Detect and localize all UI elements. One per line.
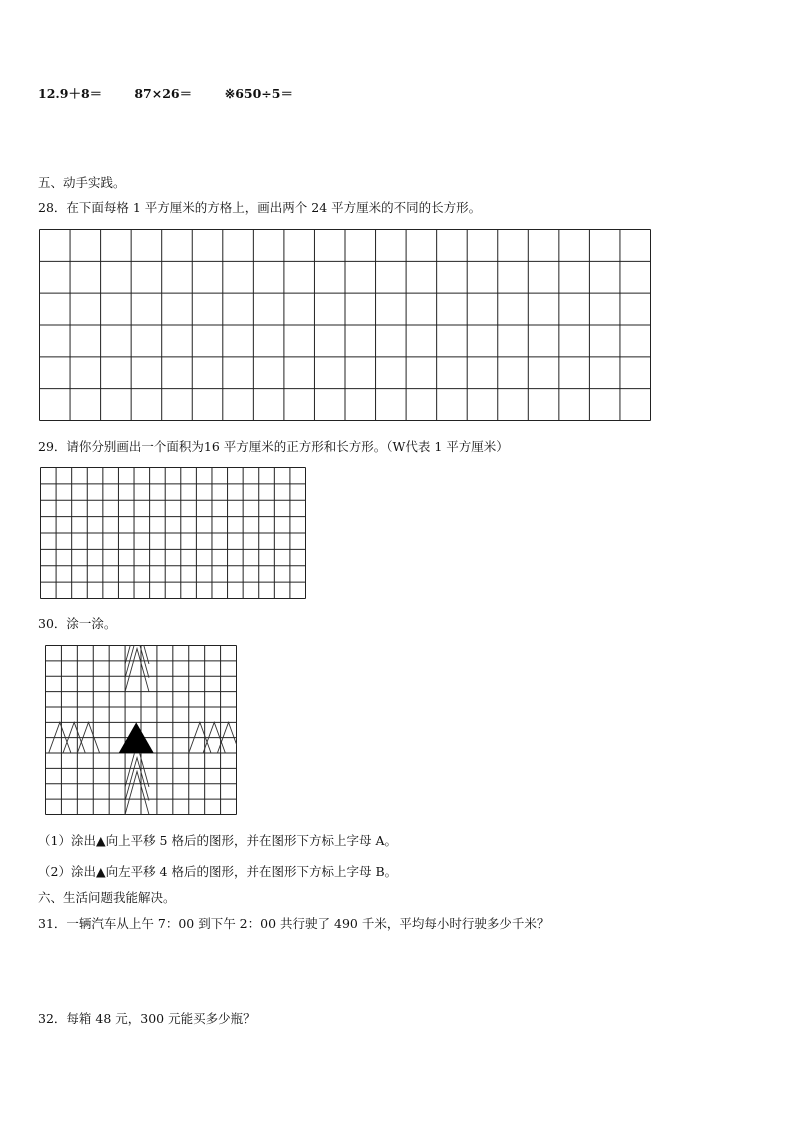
calculation-row (38, 84, 293, 102)
translation-grid[interactable] (45, 645, 237, 815)
question-32: 32．每箱 48 元，300 元能买多少瓶？ (38, 1011, 256, 1026)
chevron-stroke (125, 649, 149, 692)
question-30-part-1: （1）涂出▲向上平移 5 格后的图形，并在图形下方标上字母 A。 (38, 833, 397, 848)
section-title-life-problems: 六、生活问题我能解决。 (38, 890, 176, 905)
calc-item-1: 12.9＋8＝ (38, 86, 103, 101)
question-30-part-2: （2）涂出▲向左平移 4 格后的图形，并在图形下方标上字母 B。 (38, 864, 398, 879)
chevron-stroke (125, 758, 149, 801)
chevron-stroke (125, 771, 149, 814)
square-grid-16[interactable] (40, 467, 306, 599)
question-31: 31．一辆汽车从上午 7：00 到下午 2：00 共行驶了 490 千米，平均每小时行驶多少千米？ (38, 916, 550, 931)
section-title-practice: 五、动手实践。 (38, 175, 126, 190)
bottom-outline-figure (125, 744, 149, 815)
question-28: 28．在下面每格 1 平方厘米的方格上，画出两个 24 平方厘米的不同的长方形。 (38, 200, 482, 215)
calc-item-2: 87×26＝ (134, 86, 193, 101)
question-30: 30．涂一涂。 (38, 616, 117, 631)
square-grid-24[interactable] (39, 229, 651, 421)
question-29: 29．请你分别画出一个面积为16 平方厘米的正方形和长方形。（W代表 1 平方厘米） (38, 439, 509, 454)
calc-item-3: ※650÷5＝ (224, 86, 293, 101)
top-outline-figure (125, 645, 149, 692)
